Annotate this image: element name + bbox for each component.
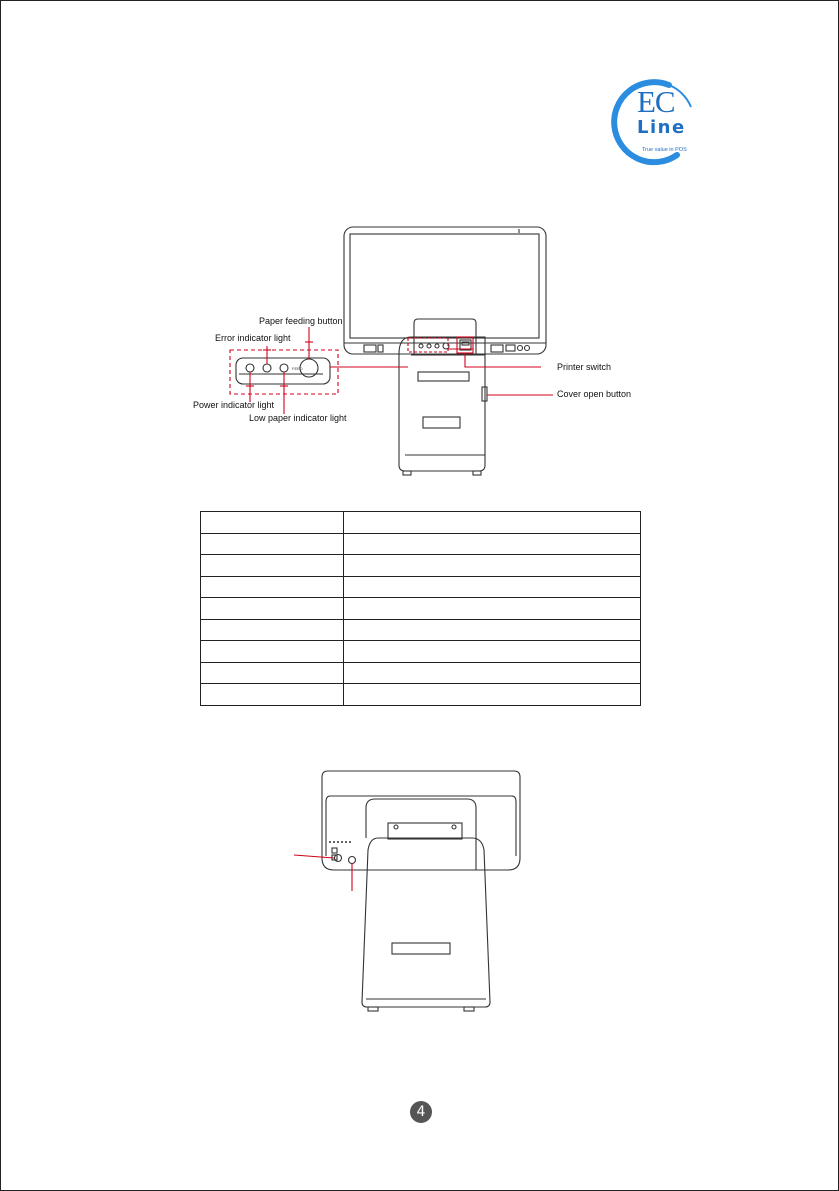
spec-table-label-cell	[201, 598, 344, 620]
spec-table-value-cell	[344, 512, 641, 534]
spec-table-row	[201, 533, 641, 555]
spec-table-row	[201, 641, 641, 663]
spec-table-value-cell	[344, 662, 641, 684]
spec-table-value-cell	[344, 576, 641, 598]
spec-table-label-cell	[201, 576, 344, 598]
label-power-indicator-light: Power indicator light	[193, 400, 275, 410]
logo-tagline: True value in POS	[642, 147, 687, 153]
spec-table-label-cell	[201, 619, 344, 641]
spec-table-row	[201, 684, 641, 706]
spec-table-row	[201, 598, 641, 620]
spec-table-value-cell	[344, 641, 641, 663]
spec-table-value-cell	[344, 684, 641, 706]
spec-table-row	[201, 512, 641, 534]
feed-key-text: FEED	[292, 366, 303, 371]
pos-rear-drawing	[286, 766, 531, 1016]
label-error-indicator-light: Error indicator light	[215, 333, 291, 343]
spec-table-label-cell	[201, 512, 344, 534]
spec-table-row	[201, 576, 641, 598]
rear-view-diagram	[286, 766, 531, 1016]
spec-table	[200, 511, 641, 706]
logo-line-text: Line	[637, 117, 686, 138]
spec-table-label-cell	[201, 555, 344, 577]
spec-table-label-cell	[201, 662, 344, 684]
spec-table-label-cell	[201, 684, 344, 706]
label-paper-feeding-button: Paper feeding button	[259, 316, 343, 326]
spec-table-value-cell	[344, 619, 641, 641]
label-cover-open-button: Cover open button	[557, 389, 632, 399]
spec-table-row	[201, 555, 641, 577]
spec-table-value-cell	[344, 555, 641, 577]
spec-table-row	[201, 662, 641, 684]
logo-ec-text: EC	[637, 84, 675, 119]
label-printer-switch: Printer switch	[557, 362, 612, 372]
spec-table-label-cell	[201, 533, 344, 555]
spec-table-row	[201, 619, 641, 641]
ec-line-logo	[607, 77, 699, 169]
pos-front-drawing	[189, 219, 649, 481]
spec-table-value-cell	[344, 533, 641, 555]
front-view-diagram	[189, 219, 649, 481]
spec-table-label-cell	[201, 641, 344, 663]
page-number-badge: 4	[410, 1101, 432, 1123]
label-low-paper-indicator-light: Low paper indicator light	[249, 413, 347, 423]
spec-table-value-cell	[344, 598, 641, 620]
